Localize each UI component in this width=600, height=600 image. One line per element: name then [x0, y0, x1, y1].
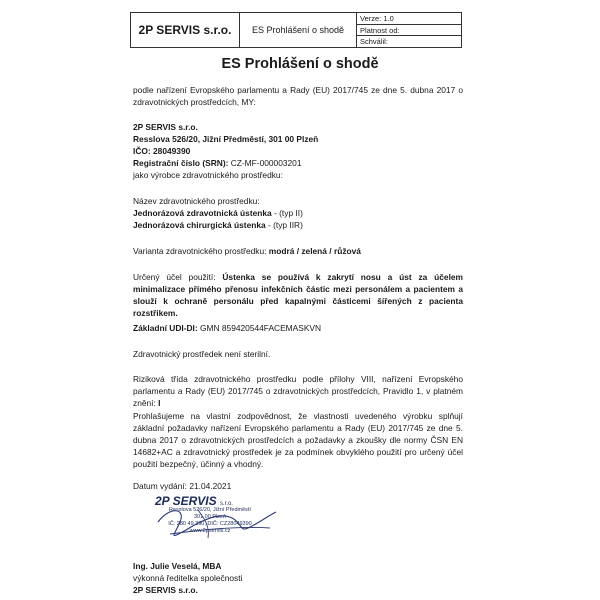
signatory-name: Ing. Julie Veselá, MBA: [133, 561, 222, 571]
device-item-2: [133, 219, 463, 231]
stamp-line-1: Resslova 526/20, Jižní Předměstí: [169, 507, 251, 513]
risk-text: Riziková třída zdravotnického prostředku podle přílohy VIII, nařízení Evropského parlamentu a Rady (EU) 2017/745 o zdravotnických prostředcích, Pravidlo 1, v platném znění:: [133, 374, 463, 408]
document-title: ES Prohlášení o shodě: [221, 56, 379, 72]
purpose-label: Určený účel použití:: [133, 272, 223, 282]
intro-paragraph: [133, 84, 463, 108]
device-item-1-name: Jednorázová zdravotnická ústenka: [133, 208, 272, 218]
intro-text: podle nařízení Evropského parlamentu a Rady (EU) 2017/745 ze dne 5. dubna 2017 o zdravotnických prostředcích, MY:: [133, 85, 463, 107]
device-item-2-name: Jednorázová chirurgická ústenka: [133, 220, 266, 230]
device-label: Název zdravotnického prostředku:: [133, 196, 260, 206]
header-table: [130, 12, 462, 48]
declaration-text: Prohlašujeme na vlastní zodpovědnost, že vlastnosti uvedeného výrobku splňují základní požadavky nařízení Evropského parlamentu a Rady (EU) 2017/745 ze dne 5. dubna 2017 o zdravotnických prostředcích a požadavky a zkoušky dle normy ČSN EN 14682+AC a zdravotnický prostředek je za podmínek obvyklého použití pro určený účel použití bezpečný, účinný a vhodný.: [133, 411, 463, 469]
header-valid-from: Platnost od:: [357, 24, 461, 36]
udi-value: GMN 859420544FACEMASKVN: [197, 323, 322, 333]
header-company: 2P SERVIS s.r.o.: [131, 13, 240, 47]
manufacturer-address: Resslova 526/20, Jižní Předměstí, 301 00 Plzeň: [133, 134, 319, 144]
device-item-2-type: - (typ IIR): [265, 220, 303, 230]
udi-block: [133, 322, 463, 334]
risk-block: [133, 373, 463, 409]
srn-label: Registrační číslo (SRN):: [133, 158, 229, 168]
signatory-role: výkonná ředitelka společnosti: [133, 573, 243, 583]
variant-value: modrá / zelená / růžová: [268, 246, 361, 256]
stamp-logo-text: 2P SERVIS: [155, 494, 217, 508]
stamp-line-3: IČ: 280 49 390, DIČ: CZ28049390: [168, 521, 252, 527]
header-version: Verze: 1.0: [360, 13, 394, 23]
date-block: [133, 480, 463, 492]
srn-value: CZ-MF-000003201: [228, 158, 302, 168]
variant-label: Varianta zdravotnického prostředku:: [133, 246, 269, 256]
manufacturer-role: jako výrobce zdravotnického prostředku:: [133, 170, 283, 180]
udi-label: Základní UDI-DI:: [133, 323, 198, 333]
stamp-line-2: 301 00 Plzeň: [193, 514, 227, 520]
header-doc-name: ES Prohlášení o shodě: [240, 13, 357, 47]
manufacturer-name: 2P SERVIS s.r.o.: [133, 122, 198, 132]
header-meta: [357, 13, 461, 47]
manufacturer-srn: [133, 157, 463, 169]
signatory-block: [133, 560, 463, 596]
handwritten-signature: [140, 492, 290, 552]
sterile-block: [133, 348, 463, 360]
signatory-company: 2P SERVIS s.r.o.: [133, 585, 198, 595]
sterile-text: Zdravotnický prostředek není sterilní.: [133, 349, 271, 359]
device-block: [133, 195, 463, 231]
manufacturer-ico: IČO: 28049390: [133, 146, 191, 156]
variant-block: [133, 245, 463, 257]
stamp-line-4: www.2pservis.cz: [189, 528, 231, 534]
issue-date: Datum vydání: 21.04.2021: [133, 481, 232, 491]
declaration-block: [133, 410, 463, 470]
manufacturer-block: [133, 121, 463, 181]
header-approved: Schválil:: [357, 35, 461, 47]
risk-class: I: [158, 398, 161, 408]
device-item-1-type: - (typ II): [271, 208, 303, 218]
purpose-block: [133, 271, 463, 319]
stamp-logo-suffix: s.r.o.: [219, 501, 233, 507]
purpose-value: Ústenka se používá k zakrytí nosu a úst za účelem minimalizace přímého přenosu infekčních částic mezi personálem a pacientem a slouží k ochraně personálu před kapalnými částicemi šířených z pacienta rozstřikem.: [133, 272, 463, 318]
device-item-1: [133, 207, 463, 219]
